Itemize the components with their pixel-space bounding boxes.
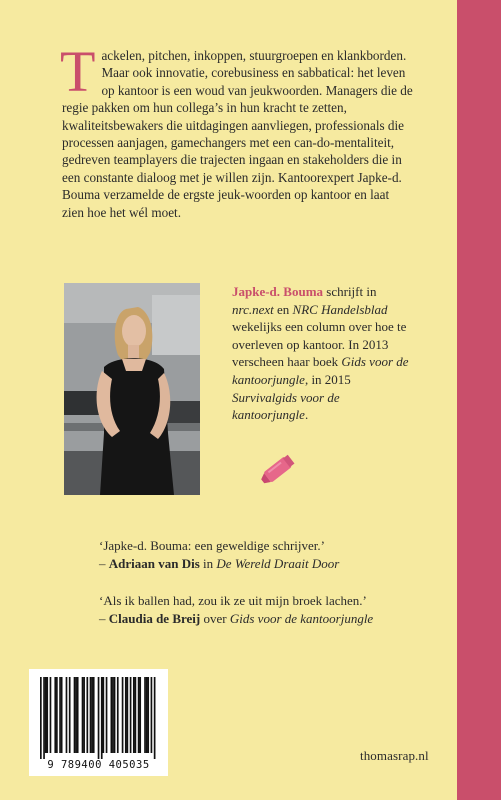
barcode-bar: [144, 677, 146, 753]
barcode-bar: [127, 677, 129, 753]
barcode-bar: [122, 677, 124, 753]
quote: [99, 592, 429, 628]
bio-text: schrijft in: [323, 284, 377, 299]
barcode-bar: [40, 677, 42, 759]
drop-cap: T: [60, 39, 96, 104]
barcode-bar: [106, 677, 108, 753]
quote: [99, 537, 429, 573]
barcode-bar: [98, 677, 100, 759]
barcode-bar: [83, 677, 85, 753]
quote-attribution: [99, 610, 429, 628]
intro-text: ackelen, pitchen, inkoppen, stuurgroepen en klankborden. Maar ook innovatie, corebusiness en sabbatical: het leven op kantoor is een woud van jeukwoorden. Managers die de regie pakken om hun collega’s in hun kracht te zetten, kwaliteitsbewakers die uitdagingen aanvliegen, professionals die processen aanjagen, gamechangers met een can-do-mentaliteit, gedreven teamplayers die trajecten ingaan en stakeholders die in een constante dialoog met je willen zijn. Kantoorexpert Japke-d. Bouma verzamelde de ergste jeuk-woorden op kantoor en laat zien hoe het wél moet.: [62, 48, 413, 220]
quote-author: Claudia de Breij: [108, 611, 201, 626]
barcode-bar: [56, 677, 58, 753]
barcode-bar: [125, 677, 127, 753]
publication-name: nrc.next: [232, 301, 274, 317]
author-photo: [64, 283, 200, 495]
quote-attribution: [99, 555, 429, 573]
barcode-bar: [138, 677, 140, 753]
barcode-bar: [139, 677, 141, 753]
barcode-bar: [66, 677, 68, 753]
highlighter-marker-icon: [256, 448, 300, 492]
barcode-bar: [77, 677, 79, 753]
quote-text: ‘Japke-d. Bouma: een geweldige schrijver.’: [99, 538, 325, 553]
publisher-url: thomasrap.nl: [360, 748, 429, 763]
barcode-bar: [75, 677, 77, 753]
barcode-bar: [61, 677, 63, 753]
intro-paragraph: [60, 39, 414, 221]
barcode-bar: [154, 677, 156, 759]
barcode-bar: [82, 677, 84, 753]
barcode-digits: 9 789400 405035: [47, 759, 150, 771]
quote-text: ‘Als ik ballen had, zou ik ze uit mijn broek lachen.’: [99, 593, 367, 608]
quote-author: Adriaan van Dis: [108, 556, 200, 571]
barcode-bar: [54, 677, 56, 753]
barcode-bar: [130, 677, 132, 753]
barcode-bar: [46, 677, 48, 753]
quote-source: De Wereld Draait Door: [216, 556, 340, 571]
barcode-bar: [111, 677, 113, 753]
barcode-bar: [135, 677, 137, 753]
publication-name: NRC Handelsblad: [292, 301, 388, 317]
quote-connector: in: [199, 556, 217, 571]
barcode-bar: [147, 677, 149, 753]
bio-text: , in 2015: [304, 371, 351, 387]
barcode-bar: [112, 677, 114, 753]
book-title: Survivalgids voor de kantoorjungle: [232, 389, 340, 423]
barcode-bar: [101, 677, 103, 759]
spine-stripe: [457, 0, 501, 800]
barcode-bar: [146, 677, 148, 753]
quote-source: Gids voor de kantoorjungle: [229, 611, 374, 626]
barcode-bar: [43, 677, 45, 759]
barcode-bar: [133, 677, 135, 753]
quote-dash: –: [99, 611, 109, 626]
author-bio: [232, 283, 417, 424]
barcode-bar: [74, 677, 76, 753]
barcode-bar: [93, 677, 95, 753]
quotes-section: [99, 537, 429, 647]
barcode-bar: [91, 677, 93, 753]
quote-connector: over: [200, 611, 230, 626]
quote-dash: –: [99, 556, 109, 571]
barcode-bar: [59, 677, 61, 753]
barcode-bar: [50, 677, 52, 753]
bio-text: wekelijks een column over hoe te overleven op kantoor. In 2013 verscheen haar boek: [232, 319, 407, 370]
bio-text: en: [273, 301, 293, 317]
barcode-bar: [103, 677, 105, 753]
book-title: Gids voor de kantoorjungle: [232, 354, 409, 387]
barcode-bar: [151, 677, 153, 753]
barcode-bar: [90, 677, 92, 753]
barcode: [29, 669, 168, 776]
barcode-bar: [117, 677, 119, 753]
barcode-bar: [86, 677, 88, 753]
bio-text: .: [304, 407, 309, 423]
barcode-bar: [69, 677, 71, 753]
barcode-bar: [114, 677, 116, 753]
barcode-bar: [45, 677, 47, 753]
author-name: Japke-d. Bouma: [232, 284, 324, 299]
